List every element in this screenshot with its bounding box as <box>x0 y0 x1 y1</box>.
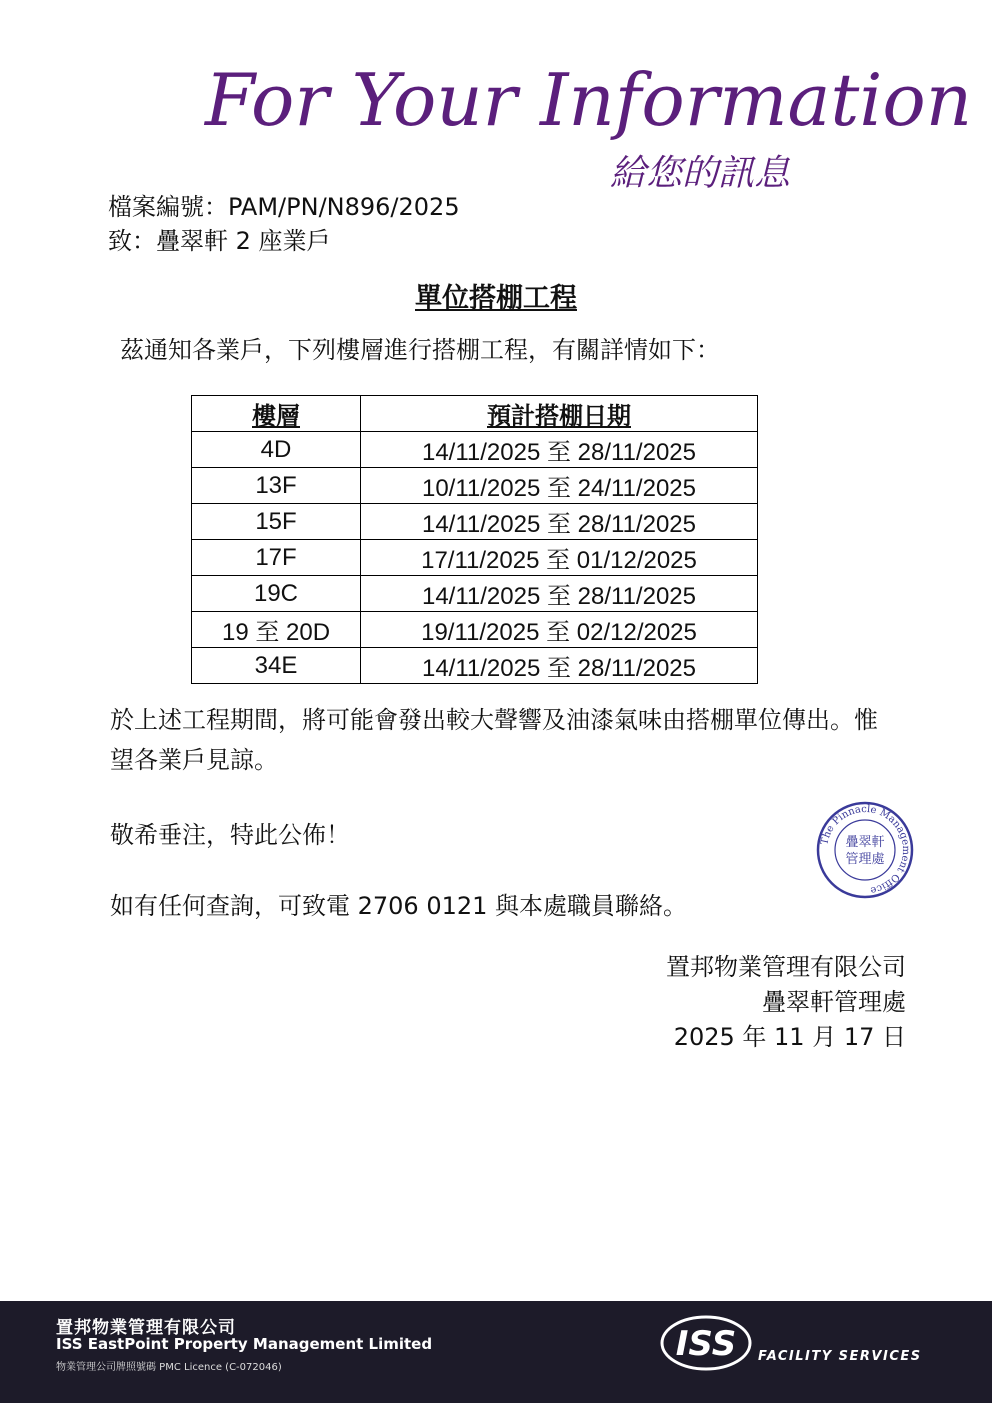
stamp-line2: 管理處 <box>845 852 885 867</box>
dates-cell: 17/11/2025 至 01/12/2025 <box>361 540 758 576</box>
table-row <box>192 576 758 612</box>
file-reference: 檔案編號：PAM/PN/N896/2025 <box>108 193 460 221</box>
table-row <box>192 468 758 504</box>
footer-company-en: ISS EastPoint Property Management Limited <box>56 1335 433 1353</box>
dates-cell: 19/11/2025 至 02/12/2025 <box>361 612 758 648</box>
notice-title: 單位搭棚工程 <box>415 283 577 314</box>
iss-logo-art <box>660 1313 756 1373</box>
floor-cell: 19C <box>192 576 361 612</box>
table-header-row <box>192 396 758 432</box>
stamp-seal <box>815 800 915 900</box>
iss-logo-text: ISS <box>675 1324 737 1364</box>
floor-cell: 19 至 20D <box>192 612 361 648</box>
dates-cell: 10/11/2025 至 24/11/2025 <box>361 468 758 504</box>
table-row <box>192 432 758 468</box>
floor-cell: 4D <box>192 432 361 468</box>
footer-company-cn: 置邦物業管理有限公司 <box>56 1318 236 1338</box>
dates-cell: 14/11/2025 至 28/11/2025 <box>361 432 758 468</box>
stamp-ring-text: The Pinnacle Management Office <box>819 803 912 896</box>
header-floor: 樓層 <box>192 396 361 432</box>
office-stamp <box>815 800 915 900</box>
floor-cell: 34E <box>192 648 361 684</box>
stamp-line1: 疊翠軒 <box>845 835 885 850</box>
notice-paragraph: 於上述工程期間，將可能會發出較大聲響及油漆氣味由搭棚單位傳出。惟望各業戶見諒。 <box>110 706 878 774</box>
schedule-table <box>191 395 758 684</box>
dates-cell: 14/11/2025 至 28/11/2025 <box>361 648 758 684</box>
banner-chinese: 給您的訊息 <box>610 153 791 194</box>
table-row <box>192 504 758 540</box>
reference-block <box>108 190 460 258</box>
floor-cell: 17F <box>192 540 361 576</box>
attention-line: 敬希垂注，特此公佈！ <box>110 821 350 849</box>
signature-block <box>666 950 906 1055</box>
contact-line: 如有任何查詢，可致電 2706 0121 與本處職員聯絡。 <box>110 892 688 920</box>
table-row <box>192 540 758 576</box>
footer-bar <box>0 1301 992 1403</box>
dates-cell: 14/11/2025 至 28/11/2025 <box>361 504 758 540</box>
table-row <box>192 612 758 648</box>
floor-cell: 13F <box>192 468 361 504</box>
fyi-banner-art <box>195 40 973 200</box>
dates-cell: 14/11/2025 至 28/11/2025 <box>361 576 758 612</box>
signature-office: 疊翠軒管理處 <box>762 988 906 1016</box>
iss-logo <box>660 1313 756 1373</box>
footer-licence: 物業管理公司牌照號碼 PMC Licence (C-072046) <box>56 1362 282 1373</box>
table-row <box>192 648 758 684</box>
signature-company: 置邦物業管理有限公司 <box>666 953 906 981</box>
banner-english: For Your Information <box>205 58 973 142</box>
recipient-line: 致：疊翠軒 2 座業戶 <box>108 227 331 255</box>
floor-cell: 15F <box>192 504 361 540</box>
header-dates: 預計搭棚日期 <box>361 396 758 432</box>
footer-tagline: FACILITY SERVICES <box>758 1349 922 1364</box>
notice-intro: 茲通知各業戶，下列樓層進行搭棚工程，有關詳情如下： <box>120 336 720 364</box>
fyi-banner <box>195 40 973 200</box>
signature-date: 2025 年 11 月 17 日 <box>673 1023 906 1051</box>
